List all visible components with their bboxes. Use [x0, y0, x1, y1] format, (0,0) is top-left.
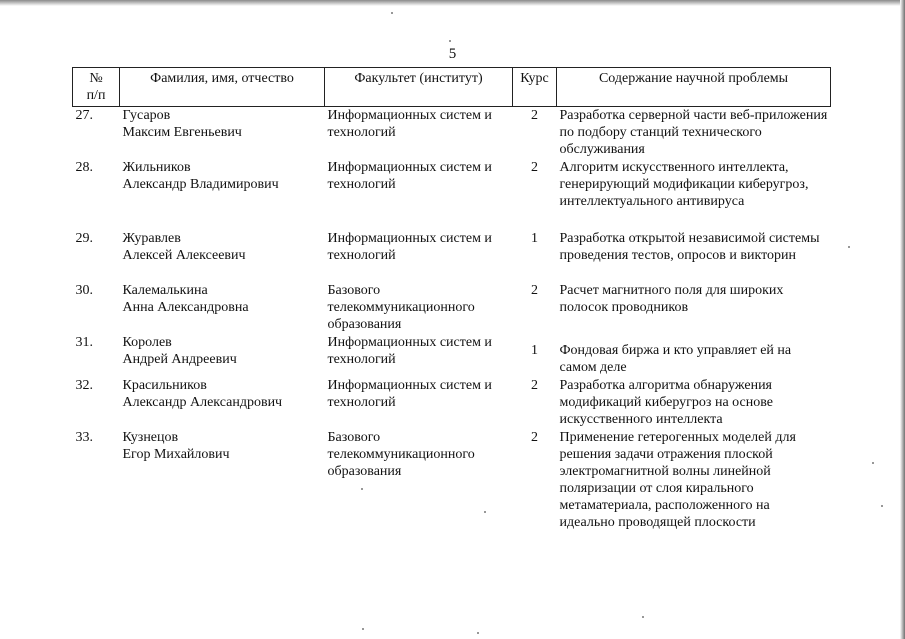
- faculty: Информационных систем и технологий: [327, 159, 492, 192]
- student-given-names: Александр Александрович: [122, 394, 283, 410]
- table-row: [73, 334, 831, 377]
- table-row: [73, 377, 831, 429]
- research-topic: Разработка алгоритма обнаружения модификаций киберугроз на основе искусственного интеллекта: [559, 377, 773, 427]
- student-surname: Кузнецов: [122, 429, 179, 445]
- course: 2: [531, 377, 538, 393]
- faculty: Информационных систем и технологий: [327, 334, 492, 367]
- scan-speck: [848, 246, 850, 248]
- faculty: Базового телекоммуникационного образования: [327, 282, 475, 332]
- student-name: [120, 230, 325, 282]
- student-name: [120, 334, 325, 377]
- course: 1: [531, 342, 538, 358]
- student-given-names: Егор Михайлович: [122, 446, 230, 462]
- table-header-row: [73, 68, 831, 107]
- row-number: 27.: [75, 108, 93, 123]
- course: 2: [531, 159, 538, 175]
- row-number: 32.: [75, 377, 93, 393]
- row-number: 31.: [75, 334, 93, 350]
- research-topic: Расчет магнитного поля для широких полосок проводников: [559, 282, 784, 315]
- row-number: 29.: [75, 230, 93, 246]
- student-surname: Жильников: [122, 159, 191, 175]
- research-topic: Применение гетерогенных моделей для решения задачи отражения плоской электромагнитной волны линейной поляризации от слоя кирального метаматериала, расположенного на идеально проводящей плоскости: [559, 429, 796, 530]
- scan-speck: [642, 616, 644, 618]
- student-name: [120, 107, 325, 159]
- students-table: [72, 67, 831, 534]
- row-number: 33.: [75, 429, 93, 445]
- header-num: № п/п: [73, 68, 120, 107]
- student-surname: Красильников: [122, 377, 207, 393]
- student-name: [120, 377, 325, 429]
- header-topic: Содержание научной проблемы: [557, 68, 831, 107]
- scan-speck: [872, 462, 874, 464]
- course: 2: [531, 108, 538, 123]
- table-row: [73, 282, 831, 334]
- student-given-names: Анна Александровна: [122, 299, 249, 315]
- student-name: [120, 159, 325, 230]
- header-faculty: Факультет (институт): [325, 68, 513, 107]
- research-topic: Фондовая биржа и кто управляет ей на самом деле: [559, 342, 792, 375]
- table-row: [73, 230, 831, 282]
- research-topic: Разработка открытой независимой системы проведения тестов, опросов и викторин: [559, 230, 820, 263]
- row-number: 30.: [75, 282, 93, 298]
- student-surname: Журавлев: [122, 230, 181, 246]
- scan-shadow-top: [0, 0, 905, 6]
- student-name: [120, 282, 325, 334]
- table-row: [73, 107, 831, 159]
- scan-speck: [477, 632, 479, 634]
- student-surname: Калемалькина: [122, 282, 208, 298]
- table-row: [73, 159, 831, 230]
- student-given-names: Максим Евгеньевич: [122, 125, 242, 140]
- student-given-names: Алексей Алексеевич: [122, 247, 246, 263]
- student-surname: Королев: [122, 334, 172, 350]
- page-number: 5: [448, 46, 457, 62]
- research-topic: Разработка серверной части веб-приложения по подбору станций технического обслуживания: [559, 108, 828, 157]
- student-given-names: Александр Владимирович: [122, 176, 279, 192]
- header-course: Курс: [513, 68, 557, 107]
- header-name: Фамилия, имя, отчество: [120, 68, 325, 107]
- scan-speck: [361, 488, 363, 490]
- faculty: Базового телекоммуникационного образования: [327, 429, 475, 479]
- faculty: Информационных систем и технологий: [327, 377, 492, 410]
- faculty: Информационных систем и технологий: [327, 230, 492, 263]
- student-name: [120, 429, 325, 534]
- scan-speck: [391, 12, 393, 14]
- table-row: [73, 429, 831, 534]
- course: 1: [531, 230, 538, 246]
- row-number: 28.: [75, 159, 93, 175]
- course: 2: [531, 282, 538, 298]
- scan-shadow-right: [900, 0, 905, 639]
- scan-speck: [362, 628, 364, 630]
- student-given-names: Андрей Андреевич: [122, 351, 237, 367]
- faculty: Информационных систем и технологий: [327, 108, 492, 140]
- scan-speck: [881, 505, 883, 507]
- course: 2: [531, 429, 538, 445]
- student-surname: Гусаров: [122, 108, 171, 123]
- scan-speck: [449, 40, 451, 42]
- research-topic: Алгоритм искусственного интеллекта, генерирующий модификации киберугроз, интеллектуального антивируса: [559, 159, 809, 209]
- scan-speck: [484, 511, 486, 513]
